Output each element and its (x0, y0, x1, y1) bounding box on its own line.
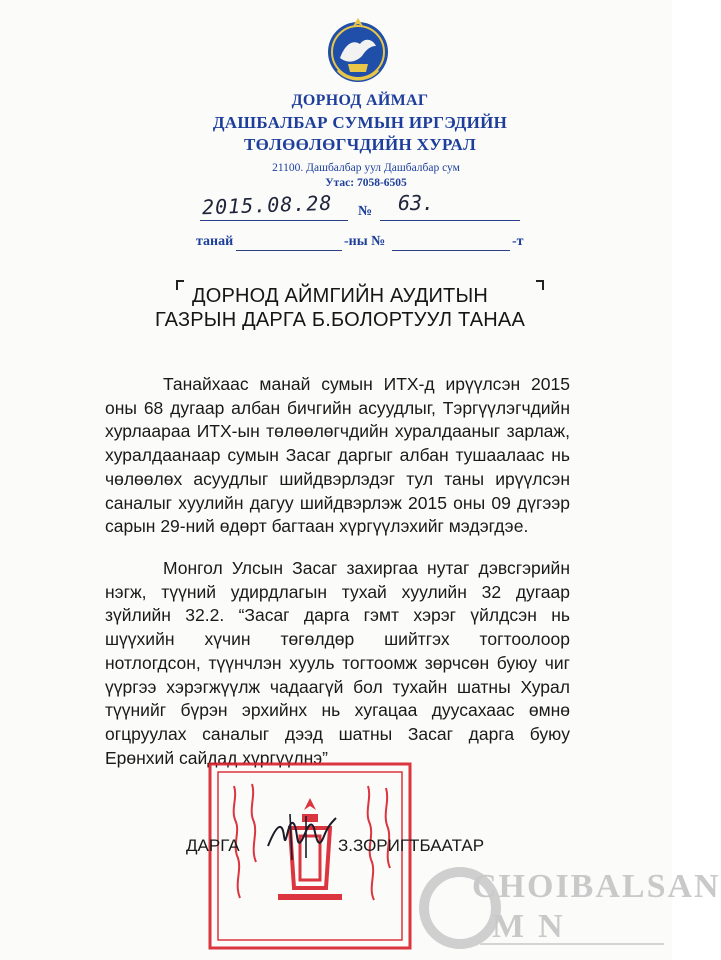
reply-to-middle: -ны № (344, 234, 386, 249)
number-label: № (358, 204, 373, 219)
watermark-line1: CHOIBALSAN (472, 868, 721, 905)
addressee-line1: ДОРНОД АЙМГИЙН АУДИТЫН (191, 285, 488, 307)
watermark-line2: MN (492, 908, 577, 945)
org-name-line1: ДОРНОД АЙМАГ (291, 92, 429, 109)
state-emblem-icon (326, 12, 390, 88)
letter-date: 2015.08.28 (201, 190, 333, 220)
reply-date-underline (236, 250, 342, 251)
body-paragraph-2 (105, 557, 570, 770)
letter-number: 63. (398, 191, 435, 215)
handwritten-signature (262, 806, 342, 866)
org-name-line3: ТӨЛӨӨЛӨГЧДИЙН ХУРАЛ (243, 135, 477, 154)
phone-number: Утас: 7058-6505 (325, 177, 407, 189)
reply-to-prefix: танай (196, 234, 234, 249)
org-name-line2: ДАШБАЛБАР СУМЫН ИРГЭДИЙН (212, 113, 508, 132)
signatory-name: З.ЗОРИГТБААТАР (338, 836, 485, 855)
body-paragraph-1 (105, 373, 570, 539)
postal-address: 21100. Дашбалбар уул Дашбалбар сум (272, 162, 460, 174)
number-underline (380, 220, 520, 221)
body-paragraph-1-text: Танайхаас манай сумын ИТХ-д ирүүлсэн 2015 оны 68 дугаар албан бичгийн асуудлыг, Тэргүүлэгчдийн хурлаараа ИТХ-ын төлөөлөгчдийн хуралдааныг зарлаж, хуралдаанаар сумын Засаг даргыг албан тушаалаас нь чөлөөлөх асуудлыг шийдвэрлэдэг тул таны ирүүлсэн саналыг хуулийн дагуу шийдвэрлэж 2015 оны 09 дүгээр сарын 29-ний өдөрт багтаан хүргүүлэхийг мэдэгдэе. (105, 374, 570, 537)
body-paragraph-2-text: Монгол Улсын Засаг захиргаа нутаг дэвсгэрийн нэгж, түүний удирдлагын тухай хуулийн 32 дугаар зүйлийн 32.2. “Засаг дарга гэмт хэрэг үйлдсэн нь шүүхийн хүчин төгөлдөр шийтгэх тогтоолоор нотлогдсон, түүнчлэн хууль тогтоомж зөрчсөн буюу чиг үүргээ хэрэгжүүлж чадаагүй бол тухайн шатны Хурал түүнийг бүрэн эрхийнх нь хугацаа дуусахаас өмнө огцруулах саналыг дээд шатны Засаг дарга буюу Ерөнхий сайдад хүргүүлнэ” (105, 558, 570, 768)
date-underline (200, 220, 348, 221)
reply-number-underline (392, 250, 510, 251)
addressee-line2: ГАЗРЫН ДАРГА Б.БОЛОРТУУЛ ТАНАА (154, 309, 526, 331)
reply-to-suffix: -т (512, 234, 524, 249)
signatory-title: ДАРГА (186, 836, 240, 855)
